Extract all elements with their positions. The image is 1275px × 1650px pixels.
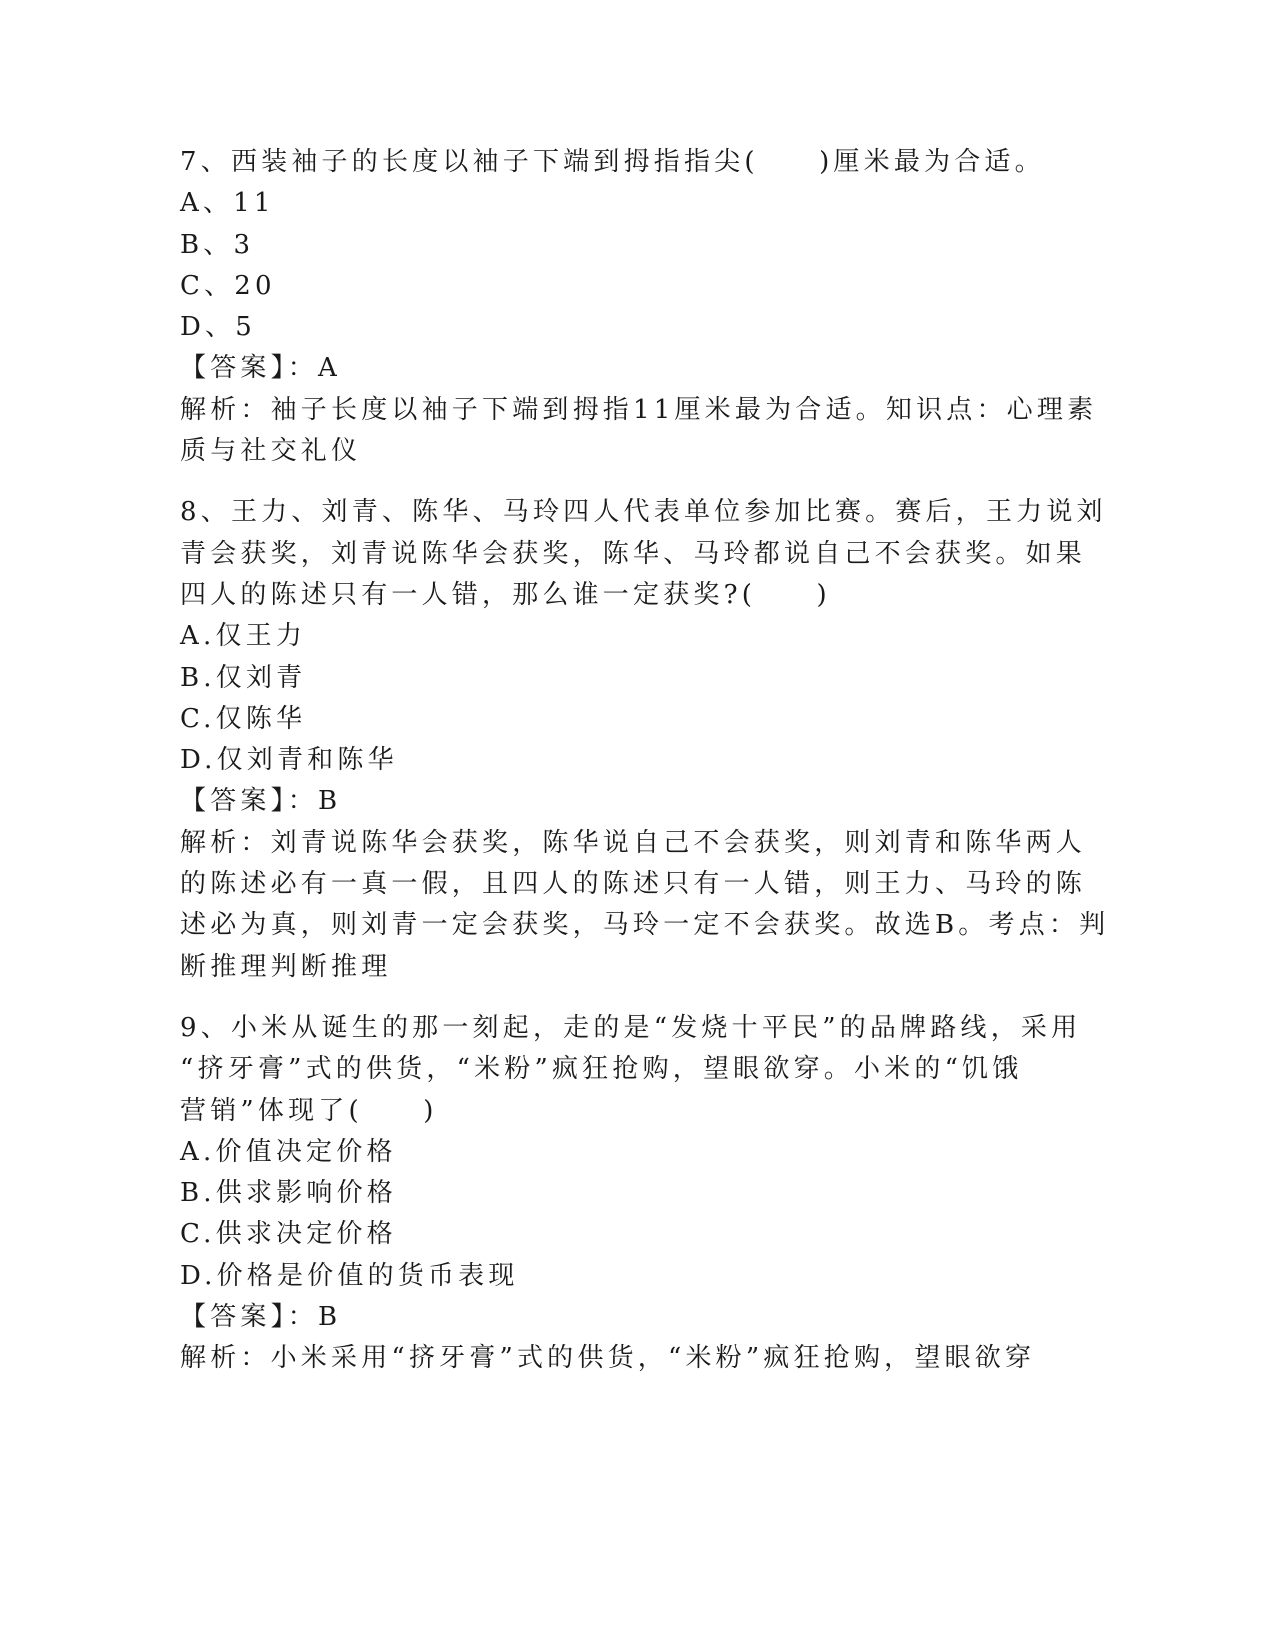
option-c: C.仅陈华 [180,703,307,734]
answer: 【答案】：A [180,353,341,384]
explanation: 述必为真，则刘青一定会获奖，马玲一定不会获奖。故选B。考点：判 [180,910,1110,941]
option-b: B.仅刘青 [180,662,307,693]
question-7 [180,142,1098,472]
option-d: D.价格是价值的货币表现 [180,1260,519,1291]
option-a: A.价值决定价格 [180,1136,397,1167]
option-a: A、11 [180,188,275,219]
option-c: C、20 [180,270,276,301]
option-a: A.仅王力 [180,621,307,652]
question-stem: 青会获奖，刘青说陈华会获奖，陈华、马玲都说自己不会获奖。如果 [180,538,1087,569]
answer: 【答案】：B [180,1302,342,1333]
question-9 [180,1008,1082,1380]
document-page [180,142,1110,1380]
question-stem: 7、西装袖子的长度以袖子下端到拇指指尖( )厘米最为合适。 [180,147,1045,177]
explanation: 质与社交礼仪 [180,436,362,467]
question-stem: 四人的陈述只有一人错，那么谁一定获奖?( ) [180,579,831,610]
question-8 [180,492,1110,988]
option-d: D.仅刘青和陈华 [180,745,398,776]
option-b: B.供求影响价格 [180,1178,397,1209]
explanation: 解析：刘青说陈华会获奖，陈华说自己不会获奖，则刘青和陈华两人 [180,827,1087,858]
answer: 【答案】：B [180,786,342,817]
explanation: 的陈述必有一真一假，且四人的陈述只有一人错，则王力、马玲的陈 [180,869,1087,900]
option-d: D、5 [180,312,256,343]
question-stem: 8、王力、刘青、陈华、马玲四人代表单位参加比赛。赛后，王力说刘 [180,497,1107,528]
option-b: B、3 [180,229,255,260]
question-stem: 9、小米从诞生的那一刻起，走的是“发烧十平民”的品牌路线，采用 [180,1012,1082,1043]
explanation: 解析：小米采用“挤牙膏”式的供货，“米粉”疯狂抢购，望眼欲穿 [180,1343,1036,1374]
question-stem: 营销”体现了( ) [180,1095,438,1126]
option-c: C.供求决定价格 [180,1219,397,1250]
explanation: 断推理判断推理 [180,951,392,982]
explanation: 解析：袖子长度以袖子下端到拇指11厘米最为合适。知识点：心理素 [180,394,1098,425]
question-stem: “挤牙膏”式的供货，“米粉”疯狂抢购，望眼欲穿。小米的“饥饿 [180,1054,1023,1085]
